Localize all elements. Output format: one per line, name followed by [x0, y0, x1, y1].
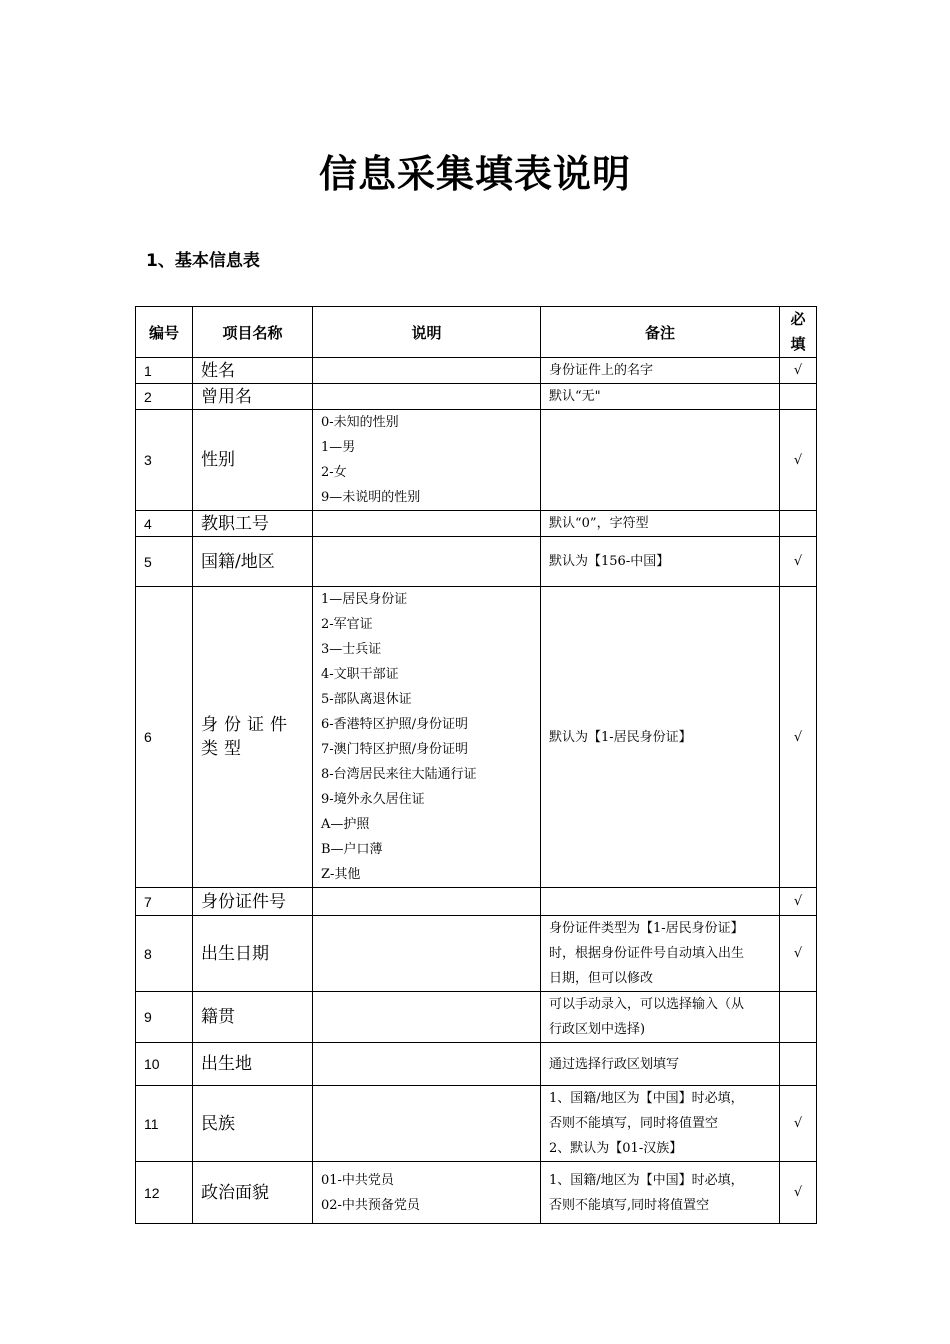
table-row: [136, 410, 817, 511]
note-line: 默认“无": [549, 389, 601, 404]
header-required-line2: 填: [790, 335, 806, 353]
cell-desc: [313, 992, 541, 1043]
cell-name: 性别: [193, 410, 313, 511]
cell-name: 国籍/地区: [193, 537, 313, 587]
table-row: [136, 384, 817, 410]
cell-no: 10: [136, 1043, 193, 1086]
note-line: 身份证件类型为【1-居民身份证】: [549, 921, 744, 936]
table-body: [136, 358, 817, 1224]
cell-no: 9: [136, 992, 193, 1043]
desc-line: Z-其他: [321, 867, 361, 882]
header-required: [780, 307, 817, 358]
cell-desc: [313, 537, 541, 587]
note-line: 行政区划中选择): [549, 1022, 646, 1037]
table-row: [136, 992, 817, 1043]
header-name: 项目名称: [193, 307, 313, 358]
cell-desc: [313, 358, 541, 384]
note-line: 1、国籍/地区为【中国】时必填，: [549, 1172, 744, 1188]
cell-name: 出生日期: [193, 916, 313, 992]
cell-no: 1: [136, 358, 193, 384]
info-table: [135, 306, 817, 1224]
note-line: 日期，但可以修改: [549, 971, 654, 986]
note-line: 默认为【1-居民身份证】: [549, 729, 692, 745]
cell-required-check: [780, 384, 817, 410]
cell-no: 12: [136, 1162, 193, 1224]
cell-required-check: √: [780, 888, 817, 916]
cell-required-check: [780, 511, 817, 537]
cell-name: 政治面貌: [193, 1162, 313, 1224]
cell-note: [541, 511, 780, 537]
cell-no: 11: [136, 1086, 193, 1162]
cell-desc: [313, 1086, 541, 1162]
cell-desc: [313, 916, 541, 992]
cell-note: [541, 358, 780, 384]
desc-line: 1—男: [321, 440, 356, 455]
table-row: [136, 1043, 817, 1086]
desc-line: 9—未说明的性别: [321, 490, 421, 505]
desc-line: 02-中共预备党员: [321, 1197, 420, 1213]
desc-line: A—护照: [321, 817, 370, 832]
cell-desc: [313, 888, 541, 916]
note-line: 1、国籍/地区为【中国】时必填，: [549, 1091, 744, 1106]
desc-line: 8-台湾居民来往大陆通行证: [321, 767, 477, 782]
table-row: [136, 1162, 817, 1224]
note-line: 可以手动录入，可以选择输入（从: [549, 997, 745, 1012]
table-row: [136, 888, 817, 916]
desc-line: B—户口薄: [321, 842, 383, 857]
note-line: 默认为【156-中国】: [549, 554, 670, 569]
document-title: 信息采集填表说明: [318, 152, 631, 196]
note-line: 2、默认为【01-汉族】: [549, 1141, 683, 1156]
cell-required-check: [780, 1043, 817, 1086]
cell-name: 教职工号: [193, 511, 313, 537]
desc-line: 0-未知的性别: [321, 415, 399, 430]
cell-no: 5: [136, 537, 193, 587]
table-row: [136, 537, 817, 587]
cell-required-check: [780, 992, 817, 1043]
cell-no: 4: [136, 511, 193, 537]
header-desc: 说明: [313, 307, 541, 358]
table-row: [136, 1086, 817, 1162]
cell-no: 3: [136, 410, 193, 511]
header-required-line1: 必: [790, 310, 806, 328]
cell-desc: [313, 1043, 541, 1086]
cell-name: 姓名: [193, 358, 313, 384]
cell-name: 身份证件号: [193, 888, 313, 916]
note-line: 否则不能填写，同时将值置空: [549, 1116, 719, 1131]
cell-note: [541, 1043, 780, 1086]
table-header-row: [136, 307, 817, 358]
desc-line: 9-境外永久居住证: [321, 792, 425, 807]
cell-note: [541, 587, 780, 888]
cell-note: [541, 992, 780, 1043]
table-row: [136, 358, 817, 384]
cell-required-check: √: [780, 916, 817, 992]
cell-desc: [313, 511, 541, 537]
note-line: 默认“0”，字符型: [549, 516, 649, 531]
cell-note: [541, 1162, 780, 1224]
cell-name: 出生地: [193, 1043, 313, 1086]
desc-line: 1—居民身份证: [321, 592, 408, 607]
cell-note: [541, 410, 780, 511]
cell-required-check: √: [780, 1162, 817, 1224]
cell-no: 2: [136, 384, 193, 410]
cell-desc: [313, 587, 541, 888]
desc-line: 2-女: [321, 465, 347, 480]
cell-note: [541, 888, 780, 916]
note-line: 身份证件上的名字: [549, 363, 654, 378]
table-row: [136, 916, 817, 992]
note-line: 通过选择行政区划填写: [549, 1056, 680, 1072]
desc-line: 4-文职干部证: [321, 667, 399, 682]
cell-note: [541, 384, 780, 410]
cell-name: 民族: [193, 1086, 313, 1162]
note-line: 时，根据身份证件号自动填入出生: [549, 946, 745, 961]
cell-required-check: √: [780, 1086, 817, 1162]
cell-name: 身份证件类型: [193, 587, 313, 888]
cell-required-check: √: [780, 537, 817, 587]
table-row: [136, 511, 817, 537]
cell-note: [541, 916, 780, 992]
note-line: 否则不能填写,同时将值置空: [549, 1197, 710, 1213]
cell-note: [541, 1086, 780, 1162]
desc-line: 6-香港特区护照/身份证明: [321, 717, 469, 732]
desc-line: 5-部队离退休证: [321, 692, 412, 707]
cell-desc: [313, 410, 541, 511]
cell-desc: [313, 384, 541, 410]
cell-name: 籍贯: [193, 992, 313, 1043]
cell-no: 7: [136, 888, 193, 916]
header-note: 备注: [541, 307, 780, 358]
desc-line: 3—士兵证: [321, 642, 382, 657]
desc-line: 2-军官证: [321, 617, 373, 632]
desc-line: 01-中共党员: [321, 1172, 394, 1188]
desc-line: 7-澳门特区护照/身份证明: [321, 742, 469, 757]
cell-name: 曾用名: [193, 384, 313, 410]
cell-required-check: √: [780, 587, 817, 888]
cell-no: 8: [136, 916, 193, 992]
cell-note: [541, 537, 780, 587]
cell-desc: [313, 1162, 541, 1224]
header-no: 编号: [136, 307, 193, 358]
cell-no: 6: [136, 587, 193, 888]
table-row: [136, 587, 817, 888]
cell-required-check: √: [780, 358, 817, 384]
cell-required-check: √: [780, 410, 817, 511]
section-heading: 1、基本信息表: [146, 251, 260, 271]
